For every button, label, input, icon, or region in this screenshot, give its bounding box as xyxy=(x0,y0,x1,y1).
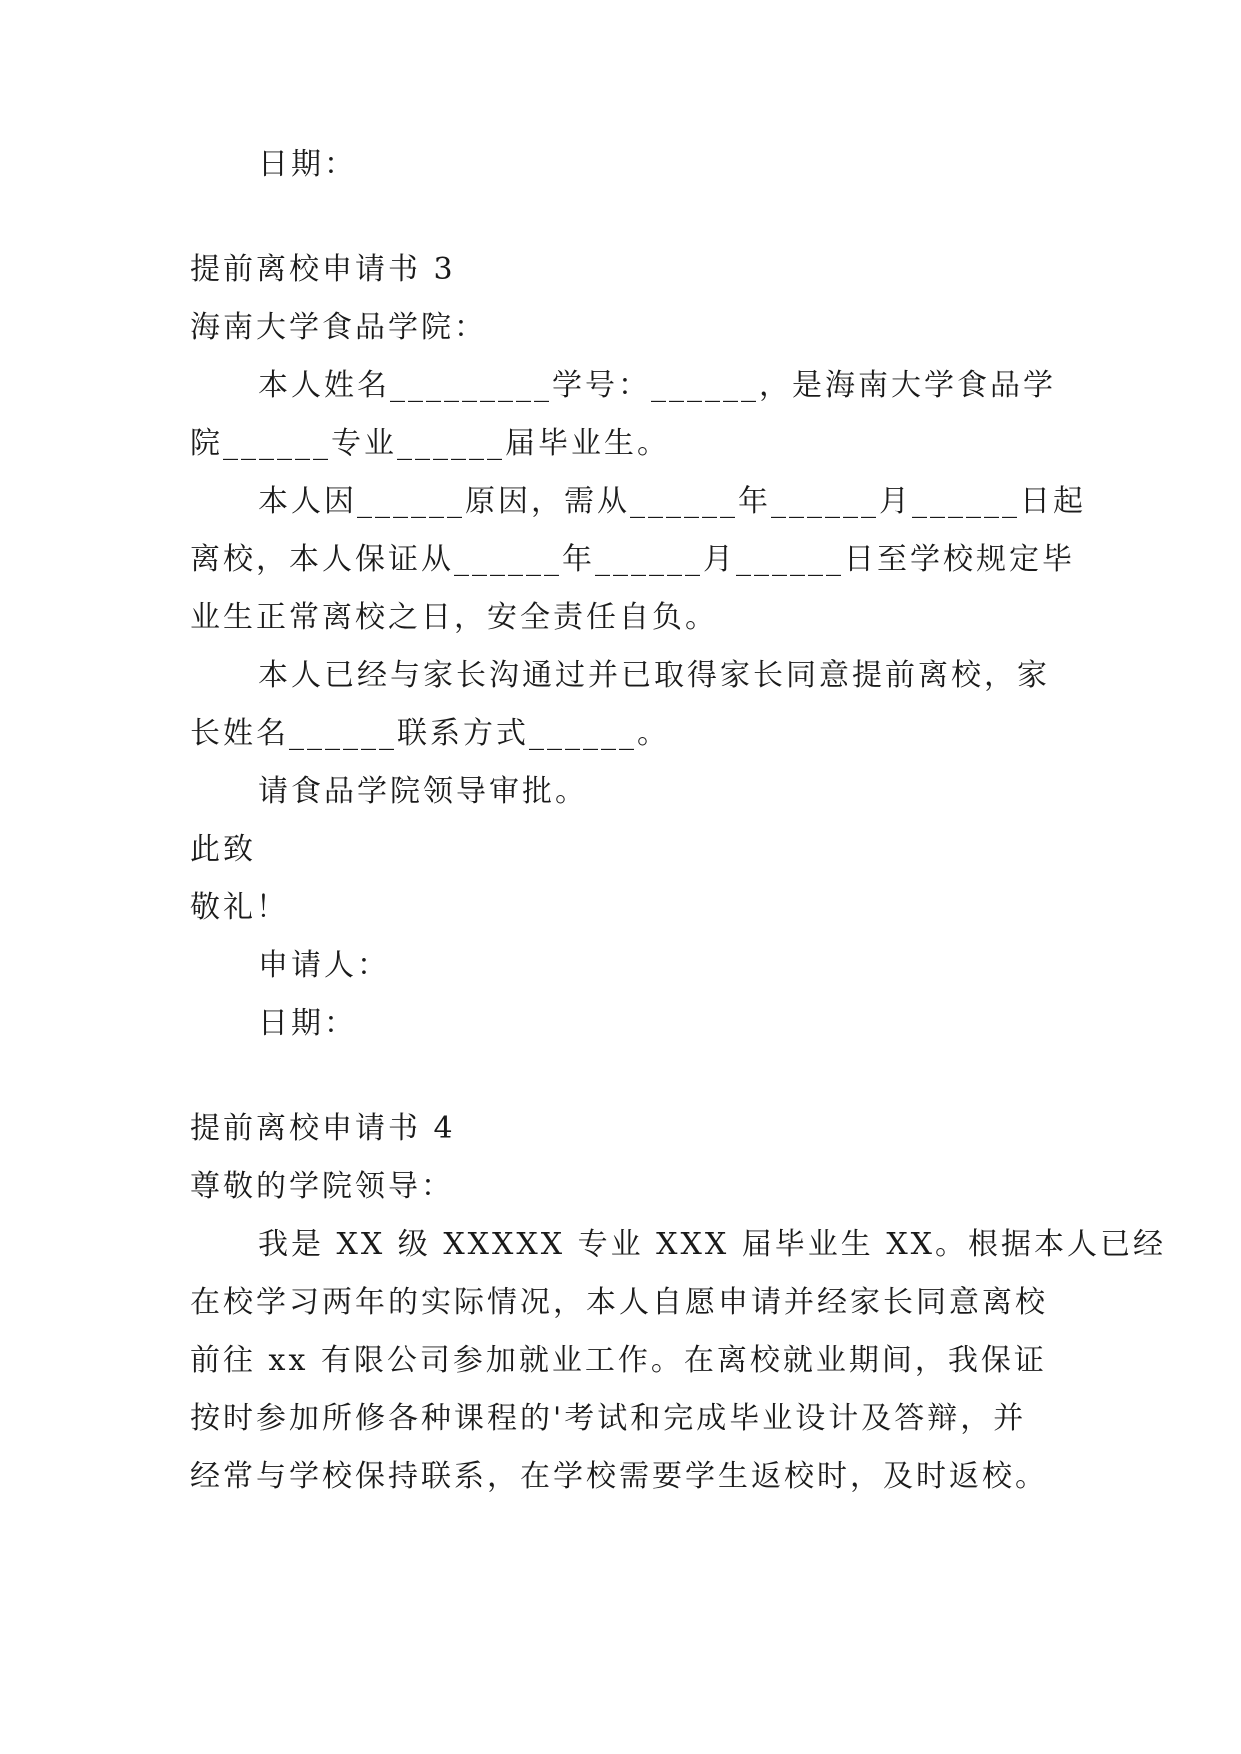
letter4-paragraph: 我是 XX 级 XXXXX 专业 XXX 届毕业生 XX。根据本人已经 xyxy=(258,1227,1167,1262)
letter3-date-label: 日期： xyxy=(258,1006,357,1041)
letter4-salutation: 尊敬的学院领导： xyxy=(190,1169,454,1204)
letter3-salutation: 海南大学食品学院： xyxy=(190,310,487,345)
letter4-paragraph: 在校学习两年的实际情况，本人自愿申请并经家长同意离校 xyxy=(190,1285,1048,1320)
letter4-title: 提前离校申请书 4 xyxy=(190,1111,456,1146)
date-label: 日期： xyxy=(258,147,357,182)
letter3-paragraph: 本人姓名_________学号：______，是海南大学食品学 xyxy=(258,368,1056,403)
letter3-closing: 敬礼！ xyxy=(190,890,289,925)
letter3-paragraph: 长姓名______联系方式______。 xyxy=(190,716,670,751)
letter3-title: 提前离校申请书 3 xyxy=(190,252,456,287)
letter3-paragraph: 离校，本人保证从______年______月______日至学校规定毕 xyxy=(190,542,1075,577)
letter3-closing: 此致 xyxy=(190,832,256,867)
letter3-applicant-label: 申请人： xyxy=(258,948,390,983)
letter4-paragraph: 前往 xx 有限公司参加就业工作。在离校就业期间，我保证 xyxy=(190,1343,1047,1378)
letter3-paragraph: 请食品学院领导审批。 xyxy=(258,774,588,809)
letter3-paragraph: 业生正常离校之日，安全责任自负。 xyxy=(190,600,718,635)
letter3-paragraph: 本人已经与家长沟通过并已取得家长同意提前离校，家 xyxy=(258,658,1050,693)
letter4-paragraph: 按时参加所修各种课程的'考试和完成毕业设计及答辩，并 xyxy=(190,1401,1027,1436)
letter3-paragraph: 院______专业______届毕业生。 xyxy=(190,426,670,461)
letter4-paragraph: 经常与学校保持联系，在学校需要学生返校时，及时返校。 xyxy=(190,1459,1048,1494)
letter3-paragraph: 本人因______原因，需从______年______月______日起 xyxy=(258,484,1086,519)
